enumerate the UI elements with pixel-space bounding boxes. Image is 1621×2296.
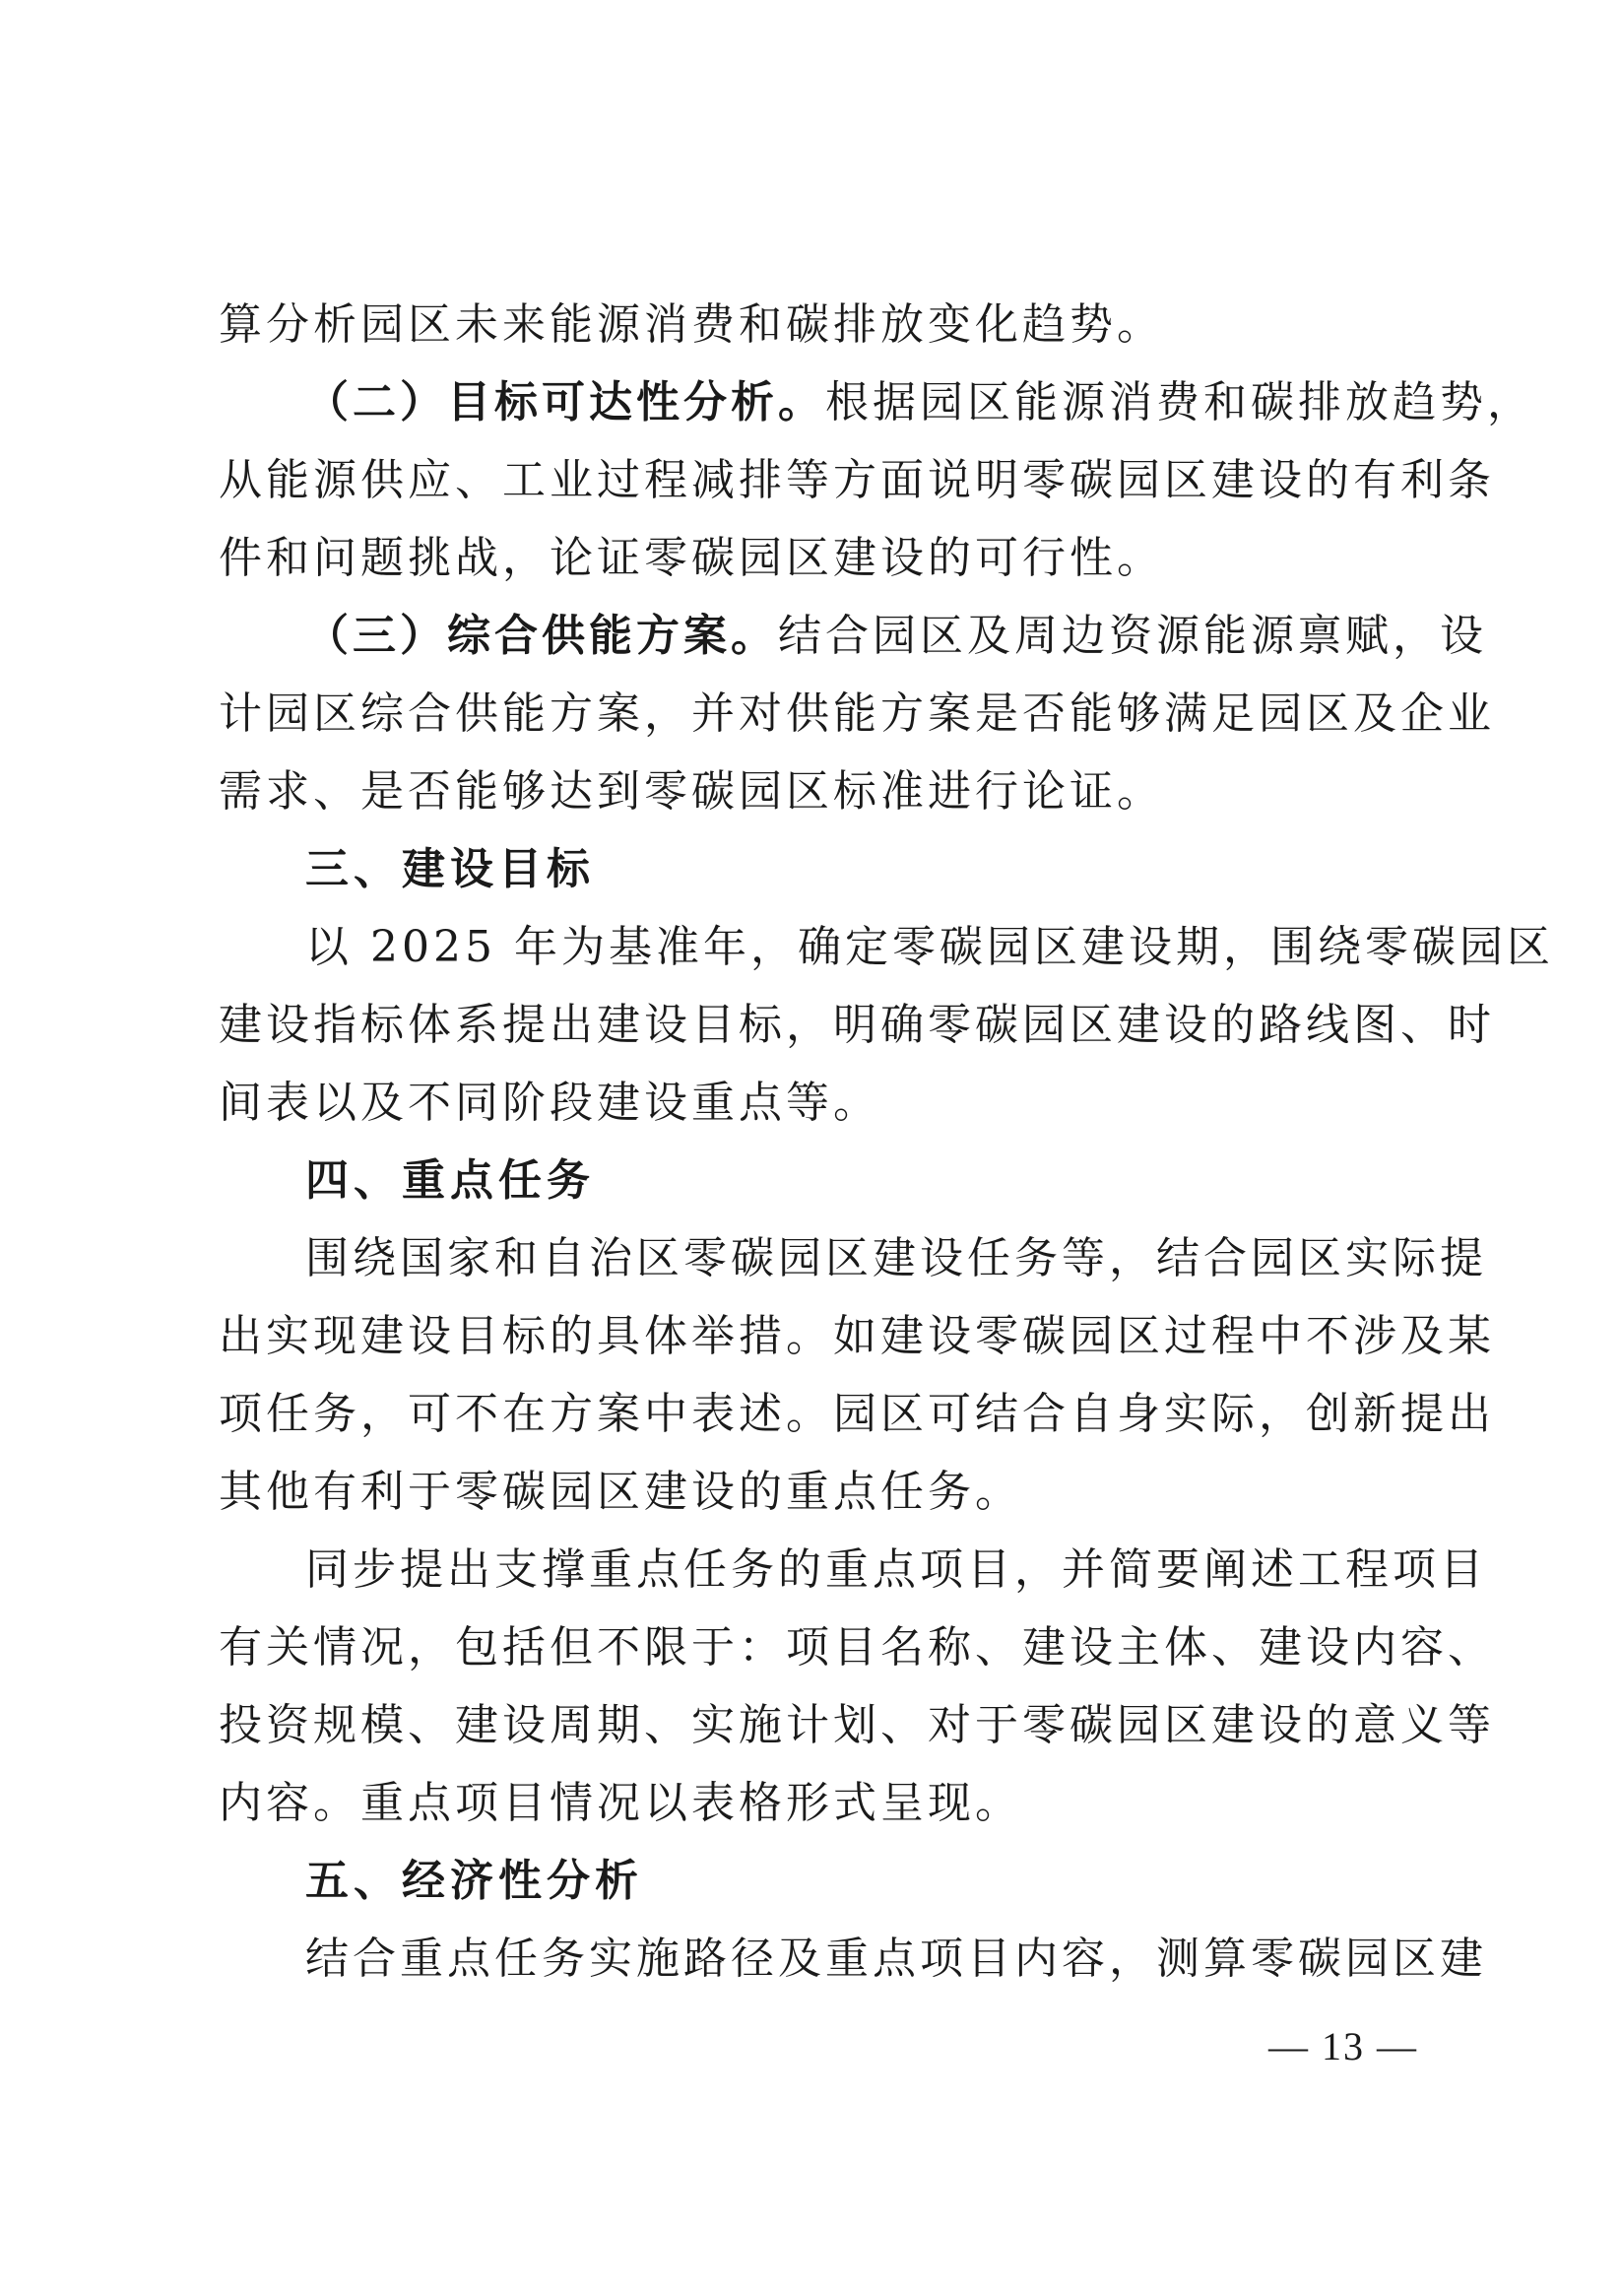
paragraph-line: 内容。重点项目情况以表格形式呈现。 — [219, 1778, 1022, 1828]
paragraph-line: 间表以及不同阶段建设重点等。 — [219, 1078, 880, 1128]
paragraph-line: 围绕国家和自治区零碳园区建设任务等，结合园区实际提 — [305, 1233, 1487, 1283]
subsection-3-line — [219, 597, 1487, 675]
paragraph-line: 结合重点任务实施路径及重点项目内容，测算零碳园区建 — [305, 1934, 1487, 1984]
paragraph-line: 其他有利于零碳园区建设的重点任务。 — [219, 1467, 1022, 1517]
paragraph-line: 需求、是否能够达到零碳园区标准进行论证。 — [219, 766, 1164, 817]
paragraph-line: 有关情况，包括但不限于：项目名称、建设主体、建设内容、 — [219, 1622, 1495, 1673]
paragraph-line: 项任务，可不在方案中表述。园区可结合自身实际，创新提出 — [219, 1389, 1495, 1439]
section-heading-5: 五、经济性分析 — [305, 1856, 643, 1906]
paragraph-line: 投资规模、建设周期、实施计划、对于零碳园区建设的意义等 — [219, 1700, 1495, 1750]
paragraph-line: 算分析园区未来能源消费和碳排放变化趋势。 — [219, 299, 1164, 350]
paragraph-line: 计园区综合供能方案，并对供能方案是否能够满足园区及企业 — [219, 689, 1495, 739]
paragraph-line: 同步提出支撑重点任务的重点项目，并简要阐述工程项目 — [305, 1544, 1487, 1595]
paragraph-line: 件和问题挑战，论证零碳园区建设的可行性。 — [219, 533, 1164, 583]
paragraph-line: 从能源供应、工业过程减排等方面说明零碳园区建设的有利条 — [219, 455, 1495, 505]
subsection-title: （二）目标可达性分析。 — [305, 377, 825, 427]
subsection-title: （三）综合供能方案。 — [305, 611, 778, 661]
subsection-2-line — [219, 363, 1534, 441]
section-heading-3: 三、建设目标 — [305, 844, 595, 894]
document-body — [219, 286, 1554, 1998]
paragraph-line: 出实现建设目标的具体举措。如建设零碳园区过程中不涉及某 — [219, 1311, 1495, 1361]
section-heading-4: 四、重点任务 — [305, 1155, 595, 1206]
paragraph-text: 结合园区及周边资源能源禀赋，设 — [778, 611, 1487, 661]
page-number: — 13 — — [1268, 2024, 1418, 2068]
paragraph-line: 以 2025 年为基准年，确定零碳园区建设期，围绕零碳园区 — [305, 922, 1554, 972]
paragraph-text: 根据园区能源消费和碳排放趋势， — [825, 377, 1534, 427]
paragraph-line: 建设指标体系提出建设目标，明确零碳园区建设的路线图、时 — [219, 1000, 1495, 1050]
